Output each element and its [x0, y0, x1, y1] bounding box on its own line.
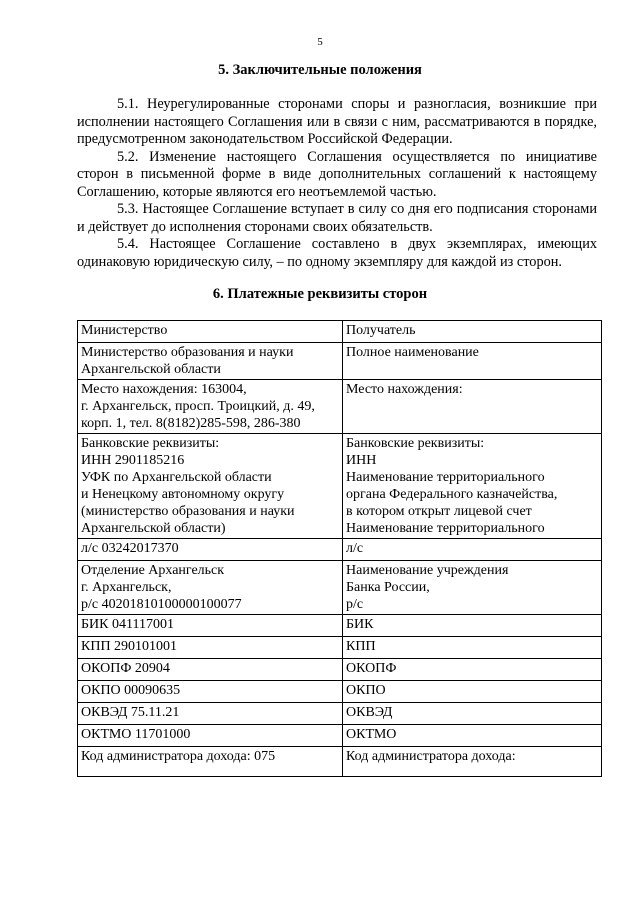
ministry-cell — [78, 615, 343, 637]
recipient-cell — [343, 615, 602, 637]
cell-line: ИНН 2901185216 — [81, 453, 185, 468]
cell-line: Наименование территориального — [346, 521, 545, 536]
cell-line: ОКТМО 11701000 — [81, 727, 191, 742]
cell-line: ОКПО — [346, 683, 386, 698]
recipient-cell — [343, 434, 602, 539]
recipient-cell — [343, 380, 602, 434]
paragraph-5-3: 5.3. Настоящее Соглашение вступает в силу со дня его подписания сторонами и действует до исполнения сторонами своих обязательств. — [77, 201, 597, 235]
table-row — [78, 539, 602, 561]
recipient-cell — [343, 561, 602, 615]
recipient-cell — [343, 539, 602, 561]
ministry-cell — [78, 380, 343, 434]
cell-line: Министерство — [81, 323, 168, 338]
cell-line: Код администратора дохода: 075 — [81, 749, 276, 764]
cell-line: БИК 041117001 — [81, 617, 174, 632]
table-row — [78, 747, 602, 777]
ministry-cell — [78, 747, 343, 777]
recipient-cell — [343, 637, 602, 659]
section-5-body — [77, 96, 597, 271]
recipient-cell — [343, 343, 602, 380]
section-5-title: 5. Заключительные положения — [218, 62, 422, 78]
paragraph-5-2: 5.2. Изменение настоящего Соглашения осуществляется по инициативе сторон в письменной форме в виде дополнительных соглашений к настоящему Соглашению, которые являются его неотъемлемой частью. — [77, 148, 597, 200]
ministry-cell — [78, 321, 343, 343]
recipient-cell — [343, 659, 602, 681]
ministry-cell — [78, 539, 343, 561]
cell-line: г. Архангельск, — [81, 580, 172, 595]
paragraph-5-1: 5.1. Неурегулированные сторонами споры и разногласия, возникшие при исполнении настоящего Соглашения или в связи с ним, рассматриваются в порядке, предусмотренном законодательством Российской Федерации. — [77, 96, 597, 147]
cell-line: УФК по Архангельской области — [81, 470, 272, 485]
ministry-cell — [78, 703, 343, 725]
recipient-cell — [343, 681, 602, 703]
ministry-cell — [78, 561, 343, 615]
paragraph-5-4: 5.4. Настоящее Соглашение составлено в двух экземплярах, имеющих одинаковую юридическую силу, – по одному экземпляру для каждой из сторон. — [77, 236, 597, 270]
page-number: 5 — [317, 36, 323, 48]
table-row — [78, 615, 602, 637]
recipient-cell — [343, 703, 602, 725]
cell-line: КПП — [346, 639, 376, 654]
cell-line: Отделение Архангельск — [81, 563, 225, 578]
section-6-title: 6. Платежные реквизиты сторон — [212, 286, 428, 302]
ministry-cell — [78, 343, 343, 380]
table-row — [78, 380, 602, 434]
cell-line: Получатель — [346, 323, 416, 338]
cell-line: ОКОПФ — [346, 661, 397, 676]
cell-line: БИК — [346, 617, 374, 632]
cell-line: Банковские реквизиты: — [346, 436, 485, 451]
table-row — [78, 659, 602, 681]
cell-line: КПП 290101001 — [81, 639, 178, 654]
cell-line: Архангельской области) — [81, 521, 226, 536]
cell-line: ОКВЭД 75.11.21 — [81, 705, 180, 720]
cell-line: ОКПО 00090635 — [81, 683, 181, 698]
ministry-cell — [78, 659, 343, 681]
table-row — [78, 681, 602, 703]
cell-line: ОКВЭД — [346, 705, 393, 720]
cell-line: ОКОПФ 20904 — [81, 661, 170, 676]
recipient-cell — [343, 725, 602, 747]
ministry-cell — [78, 725, 343, 747]
table-row — [78, 637, 602, 659]
table-row — [78, 434, 602, 539]
cell-line: корп. 1, тел. 8(8182)285-598, 286-380 — [81, 416, 301, 431]
recipient-cell — [343, 747, 602, 777]
cell-line: органа Федерального казначейства, — [346, 487, 558, 502]
cell-line: Банка России, — [346, 580, 430, 595]
cell-line: Место нахождения: 163004, — [81, 382, 247, 397]
cell-line: Полное наименование — [346, 345, 479, 360]
table-row — [78, 561, 602, 615]
table-row — [78, 321, 602, 343]
cell-line: (министерство образования и науки — [81, 504, 295, 519]
cell-line: р/с — [346, 597, 364, 612]
cell-line: Министерство образования и науки — [81, 345, 294, 360]
recipient-cell — [343, 321, 602, 343]
cell-line: и Ненецкому автономному округу — [81, 487, 285, 502]
cell-line: Код администратора дохода: — [346, 749, 516, 764]
cell-line: г. Архангельск, просп. Троицкий, д. 49, — [81, 399, 315, 414]
table-row — [78, 725, 602, 747]
cell-line: ОКТМО — [346, 727, 397, 742]
cell-line: Наименование территориального — [346, 470, 545, 485]
cell-line: Архангельской области — [81, 362, 221, 377]
ministry-cell — [78, 637, 343, 659]
cell-line: л/с 03242017370 — [81, 541, 179, 556]
table-row — [78, 343, 602, 380]
cell-line: в котором открыт лицевой счет — [346, 504, 532, 519]
cell-line: Банковские реквизиты: — [81, 436, 220, 451]
payment-requisites-table — [77, 320, 602, 777]
ministry-cell — [78, 681, 343, 703]
cell-line: Место нахождения: — [346, 382, 463, 397]
cell-line: Наименование учреждения — [346, 563, 509, 578]
table-row — [78, 703, 602, 725]
cell-line: ИНН — [346, 453, 377, 468]
requisites-table-body — [78, 321, 602, 777]
ministry-cell — [78, 434, 343, 539]
cell-line: р/с 40201810100000100077 — [81, 597, 242, 612]
cell-line: л/с — [346, 541, 364, 556]
